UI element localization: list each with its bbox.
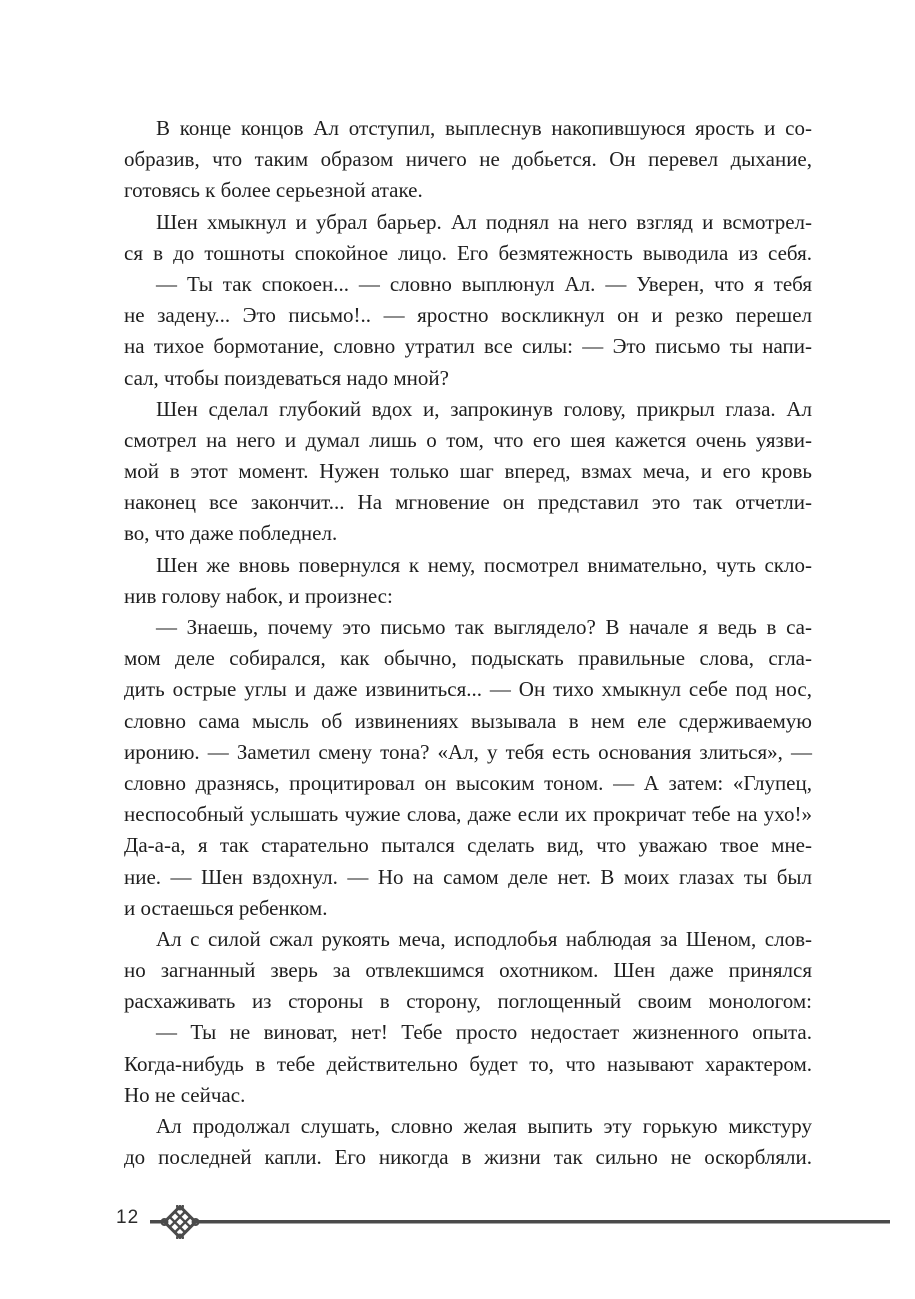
text-line: Ал продолжал слушать, словно желая выпить эту горькую микстуру bbox=[156, 1114, 812, 1138]
text-line: ние. — Шен вздохнул. — Но на самом деле нет. В моих глазах ты был bbox=[124, 864, 812, 889]
text-line: — Ты так спокоен... — словно выплюнул Ал. — Уверен, что я тебя bbox=[156, 271, 812, 296]
text-line: ся в до тошноты спокойное лицо. Его безмятежность выводила из себя. bbox=[124, 240, 812, 265]
text-line: неспособный услышать чужие слова, даже если их прокричат тебе на ухо!» bbox=[124, 802, 812, 827]
text-line: Шен же вновь повернулся к нему, посмотрел внимательно, чуть скло- bbox=[156, 552, 812, 577]
text-line: — Знаешь, почему это письмо так выглядело? В начале я ведь в са- bbox=[156, 615, 812, 639]
text-line: Но не сейчас. bbox=[124, 1082, 246, 1107]
text-line: нив голову набок, и произнес: bbox=[124, 583, 393, 608]
text-line: иронию. — Заметил смену тона? «Ал, у тебя есть основания злиться», — bbox=[124, 739, 812, 764]
footer-rule bbox=[150, 1205, 890, 1239]
text-line: наконец все закончит... На мгновение он представил это так отчетли- bbox=[124, 490, 812, 515]
text-line: — Ты не виноват, нет! Тебе просто недостает жизненного опыта. bbox=[156, 1020, 812, 1045]
text-line: Шен сделал глубокий вдох и, запрокинув голову, прикрыл глаза. Ал bbox=[156, 396, 812, 421]
text-line: до последней капли. Его никогда в жизни так сильно не оскорбляли. bbox=[124, 1145, 812, 1170]
text-line: Когда-нибудь в тебе действительно будет то, что называют характером. bbox=[124, 1051, 812, 1076]
text-line: словно дразнясь, процитировал он высоким тоном. — А затем: «Глупец, bbox=[124, 770, 812, 795]
text-line: и остаешься ребенком. bbox=[124, 895, 328, 920]
footer-line bbox=[194, 1220, 890, 1224]
text-line: смотрел на него и думал лишь о том, что его шея кажется очень уязви- bbox=[124, 427, 812, 452]
text-line: мой в этот момент. Нужен только шаг вперед, взмах меча, и его кровь bbox=[124, 459, 812, 484]
text-line: но загнанный зверь за отвлекшимся охотником. Шен даже принялся bbox=[124, 958, 812, 983]
text-line: готовясь к более серьезной атаке. bbox=[124, 178, 423, 203]
text-line: Ал с силой сжал рукоять меча, исподлобья наблюдая за Шеном, слов- bbox=[156, 926, 812, 951]
text-line: Шен хмыкнул и убрал барьер. Ал поднял на него взгляд и всмотрел- bbox=[156, 209, 812, 234]
text-line: образив, что таким образом ничего не добьется. Он перевел дыхание, bbox=[124, 147, 812, 172]
text-line: на тихое бормотание, словно утратил все силы: — Это письмо ты напи- bbox=[124, 334, 812, 359]
text-line: во, что даже побледнел. bbox=[124, 521, 338, 546]
text-line: В конце концов Ал отступил, выплеснув накопившуюся ярость и со- bbox=[156, 116, 812, 140]
page-number: 12 bbox=[116, 1207, 140, 1228]
endless-knot-ornament-icon bbox=[160, 1205, 200, 1239]
body-text bbox=[124, 113, 812, 1173]
text-line: мом деле собирался, как обычно, подыскать правильные слова, сгла- bbox=[124, 646, 812, 671]
text-line: сал, чтобы поиздеваться надо мной? bbox=[124, 365, 449, 390]
text-line: дить острые углы и даже извиниться... — Он тихо хмыкнул себе под нос, bbox=[124, 677, 812, 702]
text-line: Да-а-а, я так старательно пытался сделать вид, что уважаю твое мне- bbox=[124, 833, 812, 858]
text-line: словно сама мысль об извинениях вызывала в нем еле сдерживаемую bbox=[124, 708, 812, 733]
text-line: не задену... Это письмо!.. — яростно воскликнул он и резко перешел bbox=[124, 303, 812, 328]
text-line: расхаживать из стороны в сторону, поглощенный своим монологом: bbox=[124, 989, 812, 1014]
